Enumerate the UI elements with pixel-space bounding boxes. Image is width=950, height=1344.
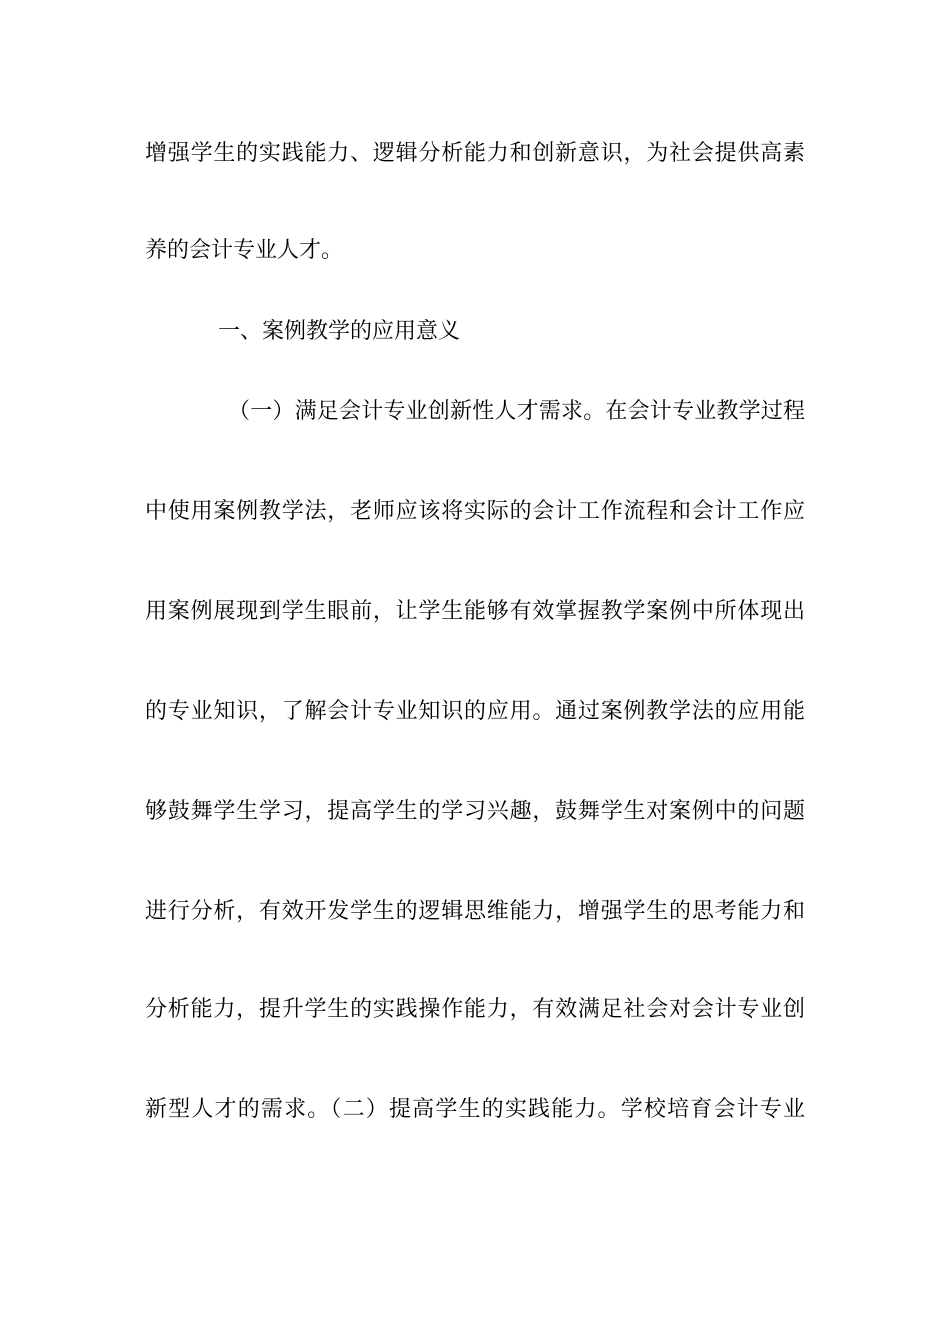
section-heading: 一、案例教学的应用意义 xyxy=(218,319,461,344)
paragraph-line-10: 新型人才的需求。（二）提高学生的实践能力。学校培育会计专业 xyxy=(145,1097,805,1122)
paragraph-line-3: （一）满足会计专业创新性人才需求。在会计专业教学过程 xyxy=(228,399,805,424)
paragraph-line-7: 够鼓舞学生学习，提高学生的学习兴趣，鼓舞学生对案例中的问题 xyxy=(145,799,805,824)
paragraph-line-2: 养的会计专业人才。 xyxy=(145,238,344,263)
paragraph-line-5: 用案例展现到学生眼前，让学生能够有效掌握教学案例中所体现出 xyxy=(145,599,805,624)
paragraph-line-9: 分析能力，提升学生的实践操作能力，有效满足社会对会计专业创 xyxy=(145,997,805,1022)
paragraph-line-6: 的专业知识，了解会计专业知识的应用。通过案例教学法的应用能 xyxy=(145,699,805,724)
paragraph-line-8: 进行分析，有效开发学生的逻辑思维能力，增强学生的思考能力和 xyxy=(145,899,805,924)
paragraph-line-4: 中使用案例教学法，老师应该将实际的会计工作流程和会计工作应 xyxy=(145,499,805,524)
paragraph-line-1: 增强学生的实践能力、逻辑分析能力和创新意识，为社会提供高素 xyxy=(145,141,805,166)
